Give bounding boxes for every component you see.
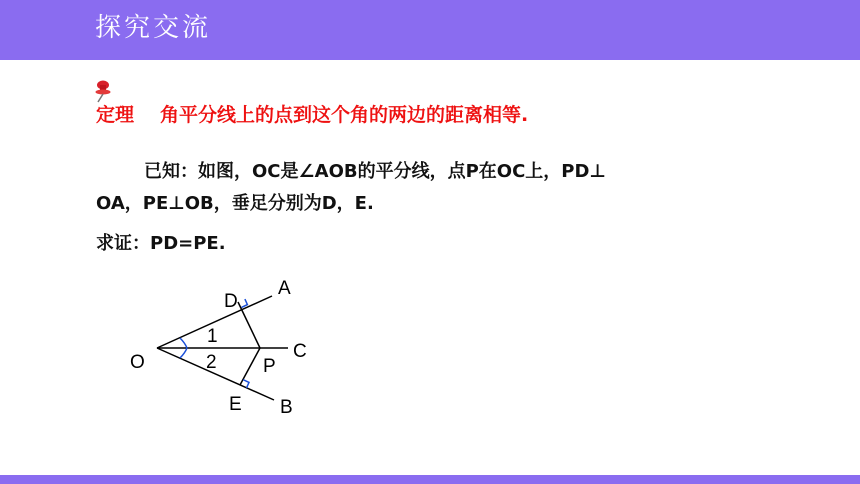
label-C: C (293, 341, 307, 362)
label-E: E (229, 394, 242, 415)
angle-label-1: 1 (207, 326, 218, 347)
label-O: O (130, 352, 145, 373)
theorem-label: 定理 (96, 104, 135, 126)
given-line-2: OA，PE⊥OB，垂足分别为D，E. (96, 193, 374, 214)
right-angle-mark-D (242, 299, 248, 307)
theorem-text: 角平分线上的点到这个角的两边的距离相等. (160, 104, 529, 126)
slide-title: 探究交流 (95, 13, 212, 43)
footer-bar (0, 475, 860, 484)
segment-PE (240, 348, 260, 385)
prove-statement: 求证：PD=PE. (96, 233, 226, 254)
label-P: P (263, 356, 276, 377)
label-A: A (278, 278, 291, 299)
label-D: D (224, 291, 238, 312)
label-B: B (280, 397, 293, 418)
segment-PD (238, 302, 260, 348)
angle-arc-2 (180, 348, 187, 358)
given-line-1: 已知：如图，OC是∠AOB的平分线，点P在OC上，PD⊥ (144, 161, 606, 182)
angle-arc-1 (180, 338, 187, 348)
angle-label-2: 2 (206, 352, 217, 373)
